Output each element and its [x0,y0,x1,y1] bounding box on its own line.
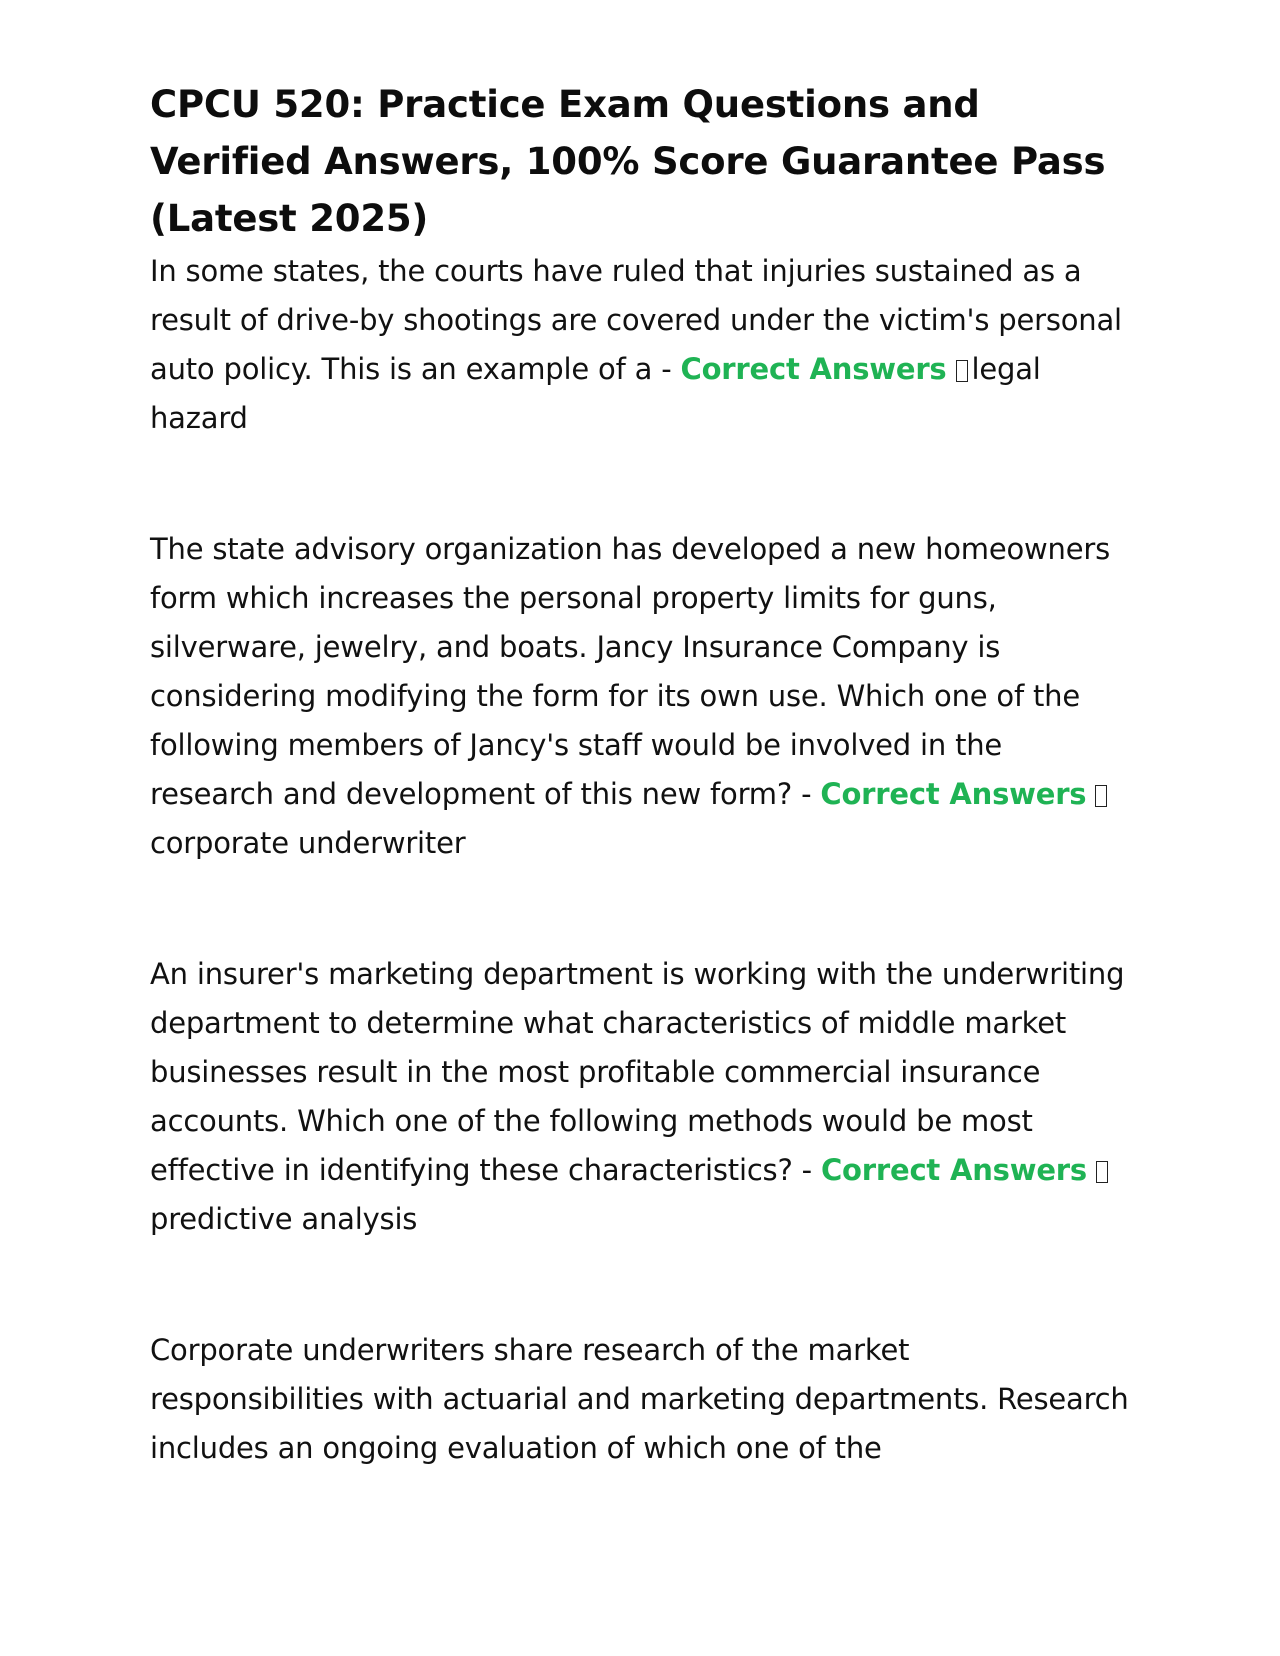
answer-text: predictive analysis [150,1202,418,1236]
answer-text: corporate underwriter [150,826,466,860]
missing-glyph-box-icon [956,360,968,382]
qa-item-3 [150,950,1130,1244]
correct-answers-label: Correct Answers [820,777,1087,811]
document-page [150,76,1130,1473]
document-title: CPCU 520: Practice Exam Questions and Verified Answers, 100% Score Guarantee Pass (Latest 2025) [150,83,1106,240]
qa-item-4 [150,1326,1130,1473]
question-text: Corporate underwriters share research of the market responsibilities with actuarial and marketing departments. Research includes an ongoing evaluation of which one of the [150,1333,1129,1465]
question-text: The state advisory organization has developed a new homeowners form which increases the personal property limits for guns, silverware, jewelry, and boats. Jancy Insurance Company is considering modifying the form for its own use. Which one of the following members of Jancy's staff would be involved in the research and development of this new form? - [150,532,1111,811]
correct-answers-label: Correct Answers [680,352,947,386]
correct-answers-label: Correct Answers [820,1153,1087,1187]
qa-item-1 [150,247,1130,443]
qa-item-2 [150,525,1130,868]
missing-glyph-box-icon [1095,785,1107,807]
missing-glyph-box-icon [1096,1161,1108,1183]
question-text: In some states, the courts have ruled that injuries sustained as a result of drive-by shootings are covered under the victim's personal auto policy. This is an example of a - [150,254,1122,386]
question-text: An insurer's marketing department is working with the underwriting department to determine what characteristics of middle market businesses result in the most profitable commercial insurance accounts. Which one of the following methods would be most effective in identifying these characteristics? - [150,957,1125,1187]
answer-text: legal hazard [150,352,1041,435]
